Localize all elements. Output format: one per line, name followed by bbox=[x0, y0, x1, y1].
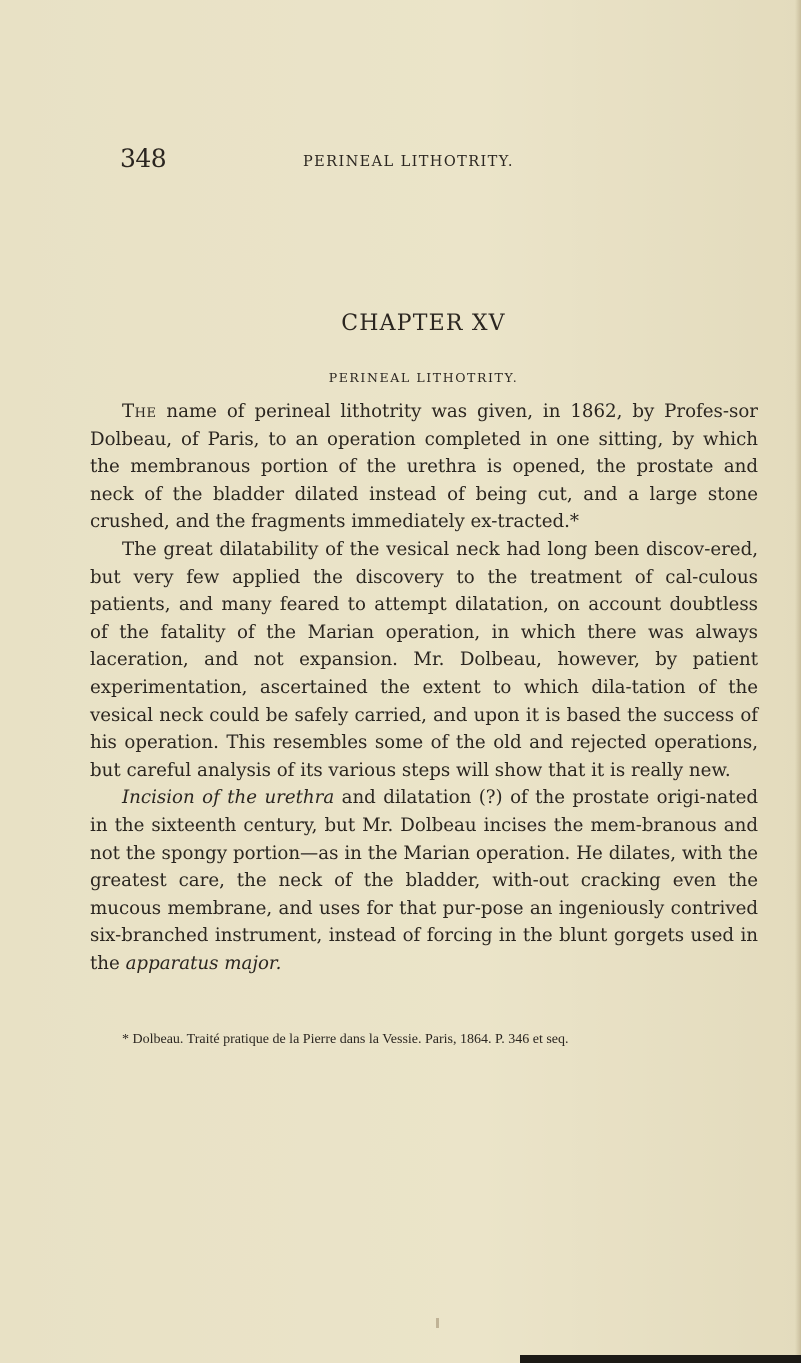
page-bottom-edge bbox=[520, 1355, 801, 1363]
paragraph-1-text: name of perineal lithotrity was given, in 1862, by Profes-sor Dolbeau, of Paris, to an operation completed in one sitting, by which the membranous portion of the urethra is opened, the prostate and neck of the bladder dilated instead of being cut, and a large stone crushed, and the fragments immediately ex-tracted.* bbox=[90, 401, 758, 533]
chapter-subtitle: PERINEAL LITHOTRITY. bbox=[328, 370, 519, 385]
body-text bbox=[90, 398, 758, 977]
paragraph-3-italic-lead: Incision of the urethra bbox=[122, 787, 335, 809]
footnote-text: * Dolbeau. Traité pratique de la Pierre dans la Vessie. Paris, 1864. P. 346 et seq. bbox=[122, 1032, 569, 1047]
paragraph-3 bbox=[90, 784, 758, 977]
page-edge-shadow bbox=[795, 0, 801, 1363]
chapter-title: CHAPTER XV bbox=[341, 311, 506, 336]
paragraph-1 bbox=[90, 398, 758, 536]
paragraph-2: The great dilatability of the vesical neck had long been discov-ered, but very few applied the discovery to the treatment of cal-culous patients, and many feared to attempt dilatation, on account doubtless of the fatality of the Marian operation, in which there was always laceration, and not expansion. Mr. Dolbeau, however, by patient experimentation, ascertained the extent to which dila-tation of the vesical neck could be safely carried, and upon it is based the success of his operation. This resembles some of the old and rejected operations, but careful analysis of its various steps will show that it is really new. bbox=[90, 538, 758, 781]
running-head: PERINEAL LITHOTRITY. bbox=[303, 154, 514, 170]
paragraph-3-italic-end: apparatus major. bbox=[125, 952, 282, 974]
page-number: 348 bbox=[120, 144, 167, 173]
footnote bbox=[90, 1028, 758, 1052]
paragraph-3-text: and dilatation (?) of the prostate origi-nated in the sixteenth century, but Mr. Dolbeau incises the mem-branous and not the spongy portion—as in the Marian operation. He dilates, with the greatest care, the neck of the bladder, with-out cracking even the mucous membrane, and uses for that pur-pose an ingeniously contrived six-branched instrument, instead of forcing in the blunt gorgets used in the bbox=[90, 787, 758, 974]
paragraph-lead-word: The bbox=[122, 401, 157, 422]
paper-mark bbox=[436, 1318, 439, 1328]
